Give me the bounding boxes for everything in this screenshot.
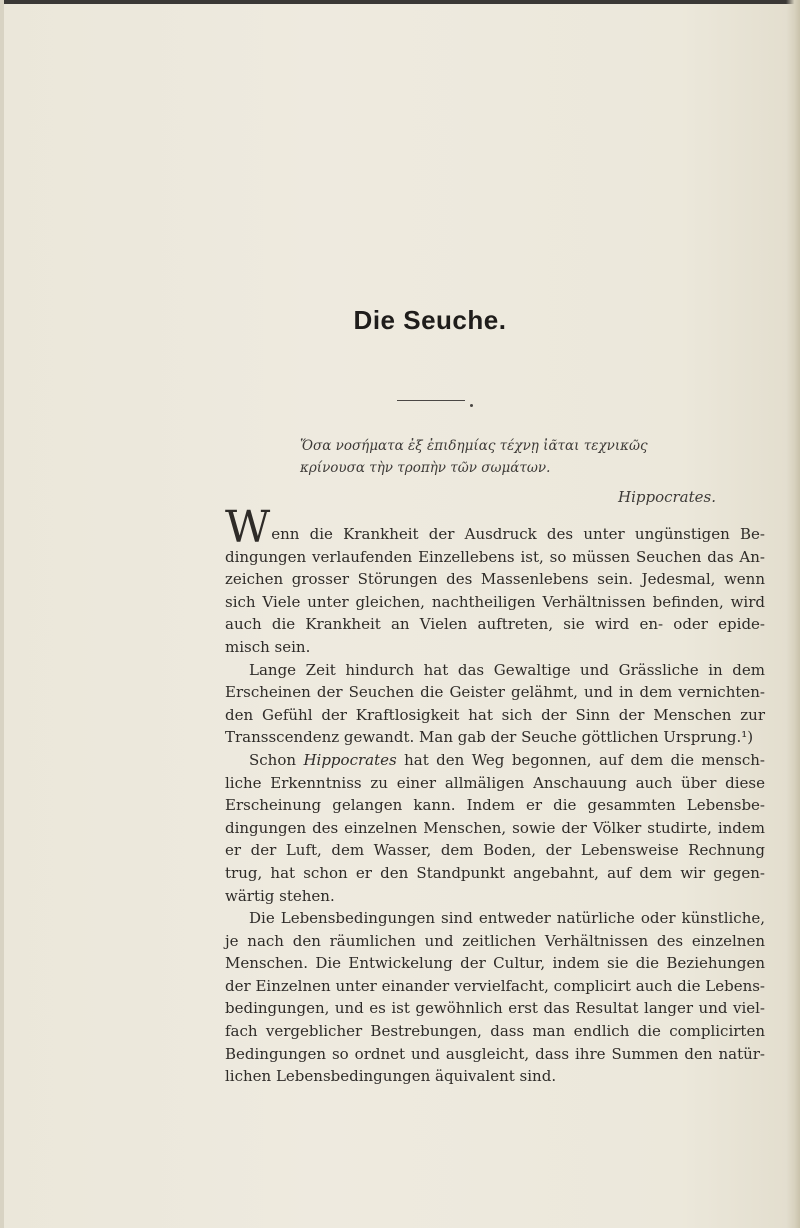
text-line: Erscheinung gelangen kann. Indem er die gesammten Lebensbe- (225, 796, 765, 815)
body-text (225, 502, 765, 1088)
epigraph-line-2: κρίνουσα τὴν τροπὴν τῶν σωμάτων. (300, 460, 551, 476)
hippocrates-name: Hippocrates (303, 750, 397, 769)
title-ornament-dot (470, 404, 473, 407)
epigraph-line-1: Ὅσα νοσήματα ἐξ ἐπιδημίας τέχνῃ ἰᾶται τεχνικῶς (300, 438, 648, 454)
text-line: dingungen verlaufenden Einzellebens ist, so müssen Seuchen das An- (225, 547, 765, 566)
text-line: Wenn die Krankheit der Ausdruck des unter ungünstigen Be- (225, 502, 765, 553)
text-line: misch sein. (225, 637, 311, 656)
text-line: lichen Lebensbedingungen äquivalent sind. (225, 1067, 557, 1086)
right-page-edge (786, 0, 800, 1228)
text-line: zeichen grosser Störungen des Massenlebens sein. Jedesmal, wenn (225, 570, 765, 589)
text-line: je nach den räumlichen und zeitlichen Verhältnissen des einzelnen (225, 931, 765, 950)
text-line: Lange Zeit hindurch hat das Gewaltige und Grässliche in dem (249, 660, 765, 679)
chapter-title: Die Seuche. (353, 305, 507, 335)
text-line: Die Lebensbedingungen sind entweder natürliche oder künstliche, (249, 909, 765, 928)
text-line: Schon Hippocrates hat den Weg begonnen, auf dem die mensch- (249, 750, 765, 769)
text-line: sich Viele unter gleichen, nachtheiligen Verhältnissen befinden, wird (225, 592, 765, 611)
drop-initial: W (225, 502, 271, 553)
text-line: Menschen. Die Entwickelung der Cultur, indem sie die Beziehungen (225, 954, 765, 973)
title-ornament-rule (397, 400, 465, 401)
top-border (0, 0, 800, 4)
epigraph-attribution: Hippocrates. (618, 488, 716, 506)
text-line: er der Luft, dem Wasser, dem Boden, der Lebensweise Rechnung (225, 841, 765, 860)
text-line: den Gefühl der Kraftlosigkeit hat sich der Sinn der Menschen zur (225, 705, 765, 724)
epigraph (300, 435, 765, 479)
text-line: trug, hat schon er den Standpunkt angebahnt, auf dem wir gegen- (225, 863, 765, 882)
text-line: Erscheinen der Seuchen die Geister gelähmt, und in dem vernichten- (225, 683, 765, 702)
text-line: dingungen des einzelnen Menschen, sowie der Völker studirte, indem (225, 818, 765, 837)
text-line: auch die Krankheit an Vielen auftreten, sie wird en- oder epide- (225, 615, 765, 634)
text-line: Bedingungen so ordnet und ausgleicht, dass ihre Summen den natür- (225, 1044, 765, 1063)
text-line: liche Erkenntniss zu einer allmäligen Anschauung auch über diese (225, 773, 765, 792)
text-line: der Einzelnen unter einander vervielfacht, complicirt auch die Lebens- (225, 976, 765, 995)
text-line: wärtig stehen. (225, 886, 335, 905)
left-page-edge (0, 0, 4, 1228)
text-line: fach vergeblicher Bestrebungen, dass man endlich die complicirten (225, 1022, 765, 1041)
text-line: Transscendenz gewandt. Man gab der Seuche göttlichen Ursprung.¹) (225, 728, 754, 747)
text-line: bedingungen, und es ist gewöhnlich erst das Resultat langer und viel- (225, 999, 765, 1018)
